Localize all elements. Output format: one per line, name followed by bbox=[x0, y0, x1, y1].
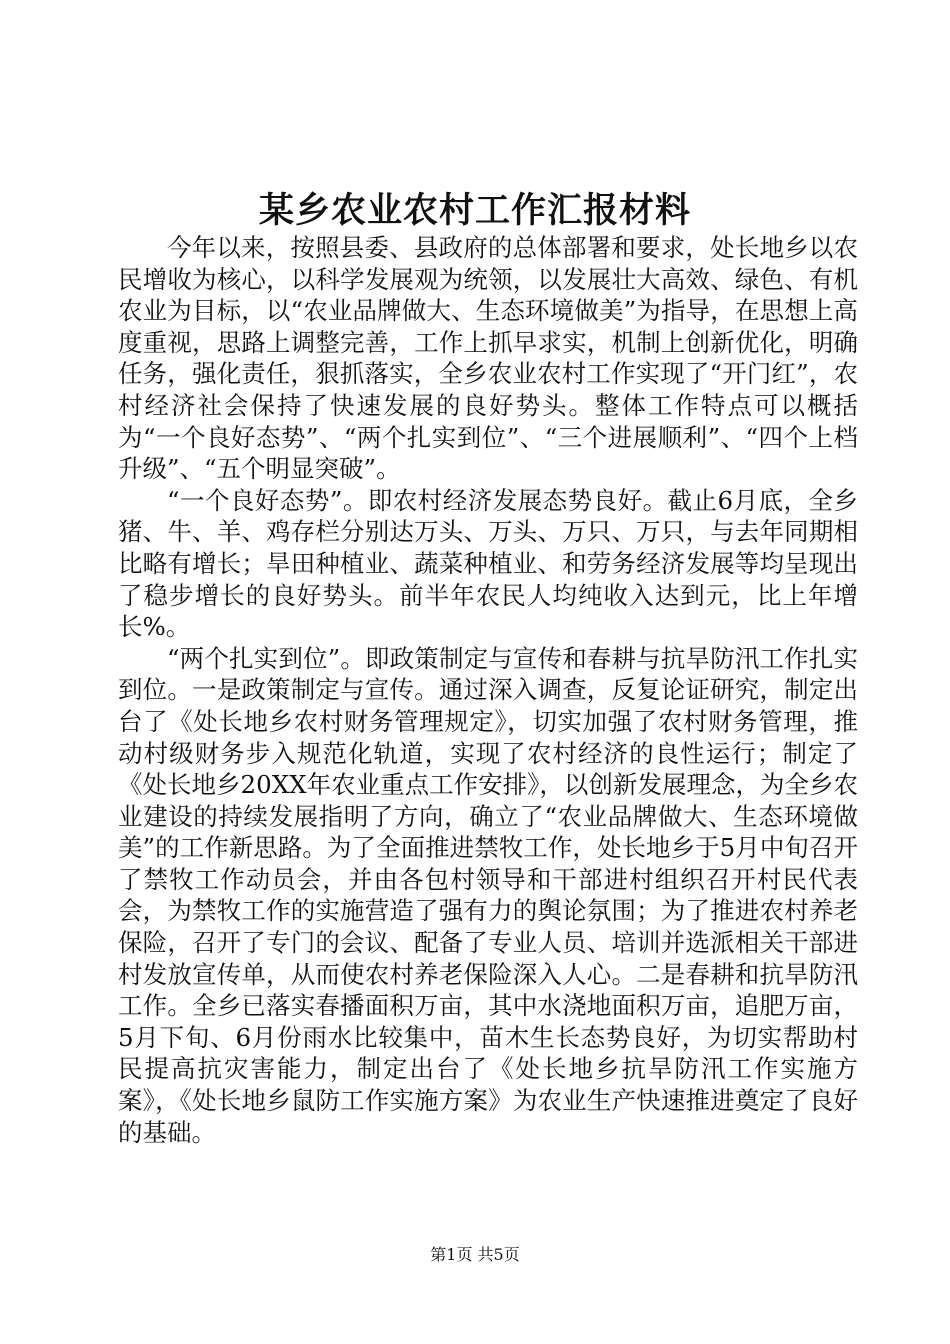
paragraph-two-solid: “两个扎实到位”。即政策制定与宣传和春耕与抗旱防汛工作扎实到位。一是政策制定与宣传。通过深入调查，反复论证研究，制定出台了《处长地乡农村财务管理规定》，切实加强了农村财务管理，推动村级财务步入规范化轨道，实现了农村经济的良性运行；制定了《处长地乡20XX年农业重点工作安排》，以创新发展理念，为全乡农业建设的持续发展指明了方向，确立了“农业品牌做大、生态环境做美”的工作新思路。为了全面推进禁牧工作，处长地乡于5月中旬召开了禁牧工作动员会，并由各包村领导和干部进村组织召开村民代表会，为禁牧工作的实施营造了强有力的舆论氛围；为了推进农村养老保险，召开了专门的会议、配备了专业人员、培训并选派相关干部进村发放宣传单，从而使农村养老保险深入人心。二是春耕和抗旱防汛工作。全乡已落实春播面积万亩，其中水浇地面积万亩，追肥万亩，5月下旬、6月份雨水比较集中，苗木生长态势良好，为切实帮助村民提高抗灾害能力，制定出台了《处长地乡抗旱防汛工作实施方案》，《处长地乡鼠防工作实施方案》为农业生产快速推进奠定了良好的基础。 bbox=[118, 643, 858, 1147]
paragraph-good-trend: “一个良好态势”。即农村经济发展态势良好。截止6月底，全乡猪、牛、羊、鸡存栏分别达万头、万头、万只、万只，与去年同期相比略有增长；旱田种植业、蔬菜种植业、和劳务经济发展等均呈现出了稳步增长的良好势头。前半年农民人均纯收入达到元，比上年增长%。 bbox=[118, 485, 858, 642]
document-body bbox=[118, 232, 858, 1148]
page-footer: 第1页 共5页 bbox=[430, 1245, 520, 1264]
document-title: 某乡农业农村工作汇报材料 bbox=[258, 190, 691, 231]
paragraph-intro: 今年以来，按照县委、县政府的总体部署和要求，处长地乡以农民增收为核心，以科学发展观为统领，以发展壮大高效、绿色、有机农业为目标，以“农业品牌做大、生态环境做美”为指导，在思想上高度重视，思路上调整完善，工作上抓早求实，机制上创新优化，明确任务，强化责任，狠抓落实，全乡农业农村工作实现了“开门红”，农村经济社会保持了快速发展的良好势头。整体工作特点可以概括为“一个良好态势”、“两个扎实到位”、“三个进展顺利”、“四个上档升级”、“五个明显突破”。 bbox=[118, 233, 858, 484]
